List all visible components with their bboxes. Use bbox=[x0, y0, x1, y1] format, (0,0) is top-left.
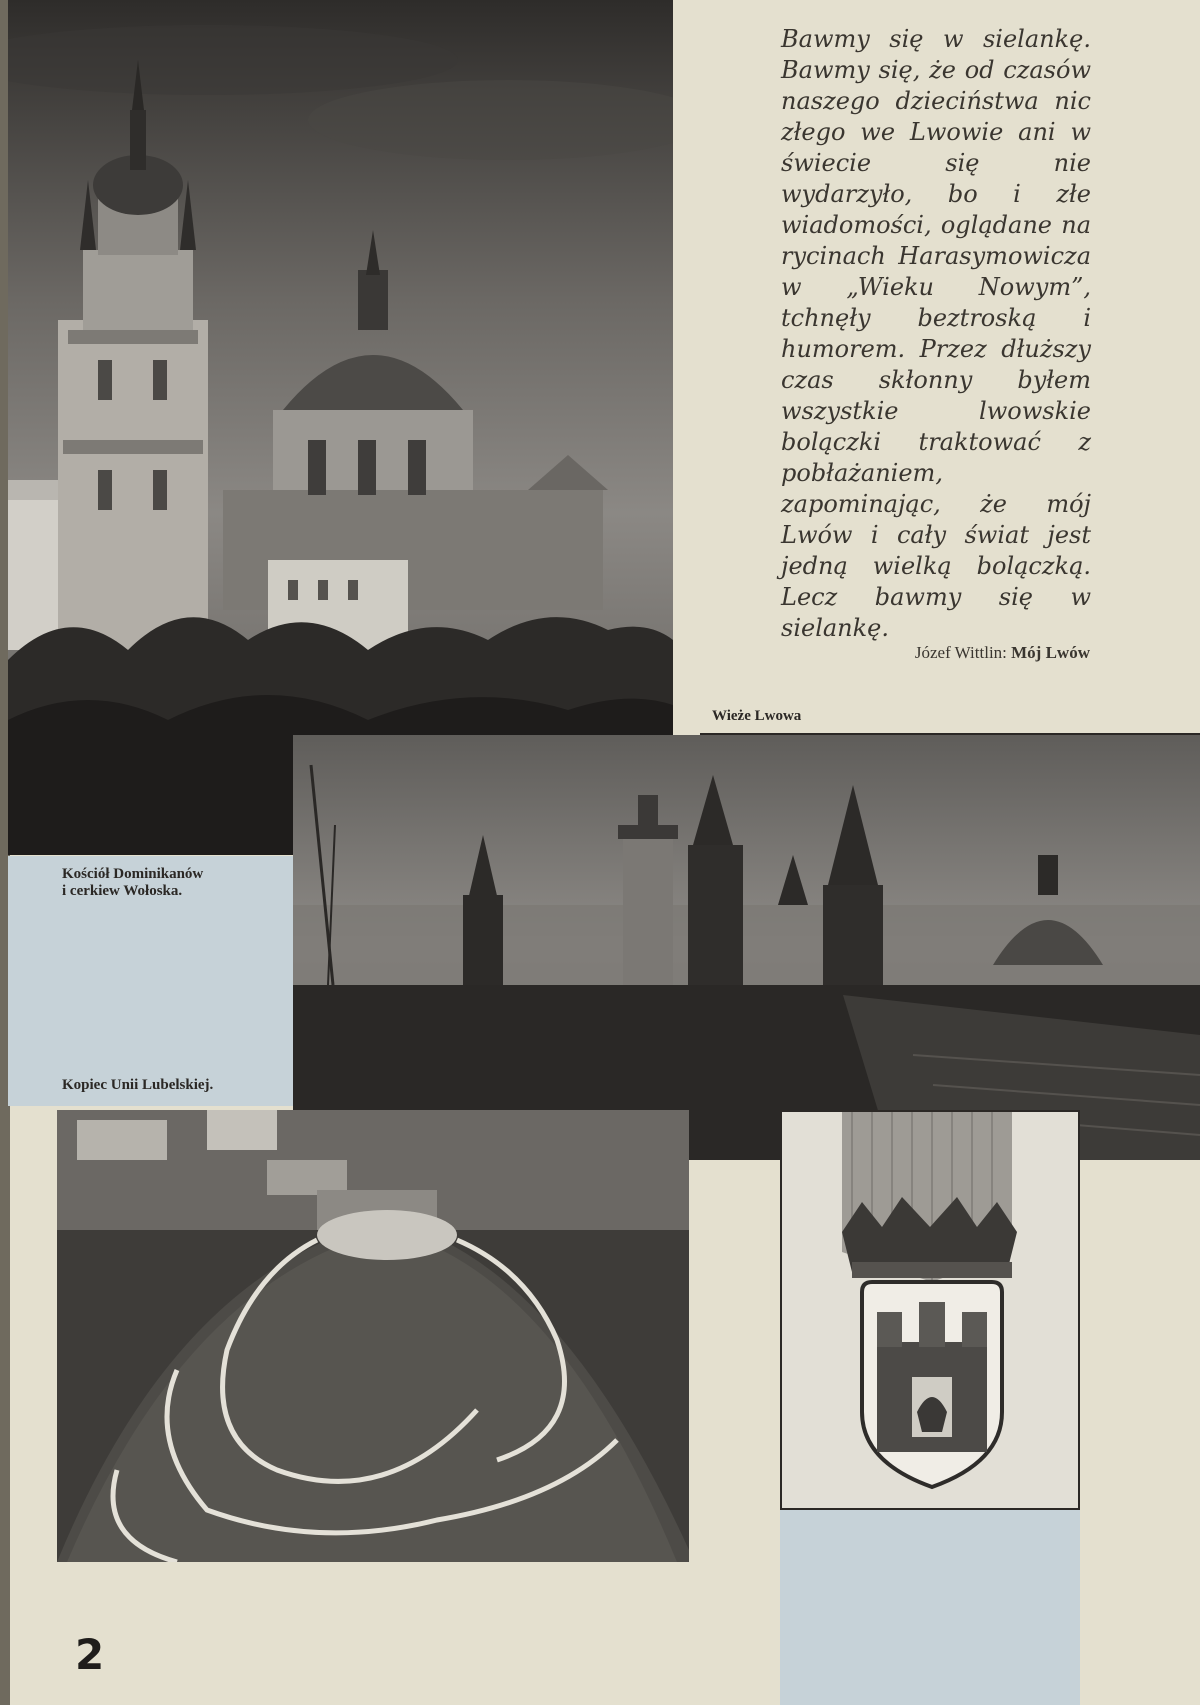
quote-attribution bbox=[830, 643, 1090, 663]
attribution-title: Mój Lwów bbox=[1011, 643, 1090, 662]
photo-union-mound bbox=[57, 1110, 689, 1562]
quote-text: Bawmy się w sielankę. Bawmy się, że od czasów naszego dzieciństwa nic złego we Lwowie ani w świecie się nie wydarzyło, bo i złe wiadomości, oglądane na rycinach Harasymowicza w „Wieku Nowym”, tchnęły beztroską i humorem. Przez dłuższy czas skłonny byłem wszystkie lwowskie bolączki traktować z pobłażaniem, zapominając, że mój Lwów i cały świat jest jedną wielką bolączką. Lecz bawmy się w sielankę. bbox=[781, 25, 1091, 642]
page-number: 2 bbox=[75, 1630, 105, 1679]
caption-mound: Kopiec Unii Lubelskiej. bbox=[62, 1077, 214, 1093]
caption-church-line2: i cerkiew Wołoska. bbox=[62, 883, 183, 899]
attribution-author: Józef Wittlin: bbox=[914, 643, 1012, 662]
photo-coat-of-arms bbox=[780, 1110, 1080, 1510]
caption-church bbox=[62, 866, 203, 900]
caption-church-line1: Kościół Dominikanów bbox=[62, 866, 204, 882]
photo-lviv-towers bbox=[293, 735, 1200, 1160]
caption-towers: Wieże Lwowa bbox=[712, 708, 802, 724]
photo-dominican-church bbox=[8, 0, 673, 855]
decorative-blue-block bbox=[780, 1510, 1080, 1705]
